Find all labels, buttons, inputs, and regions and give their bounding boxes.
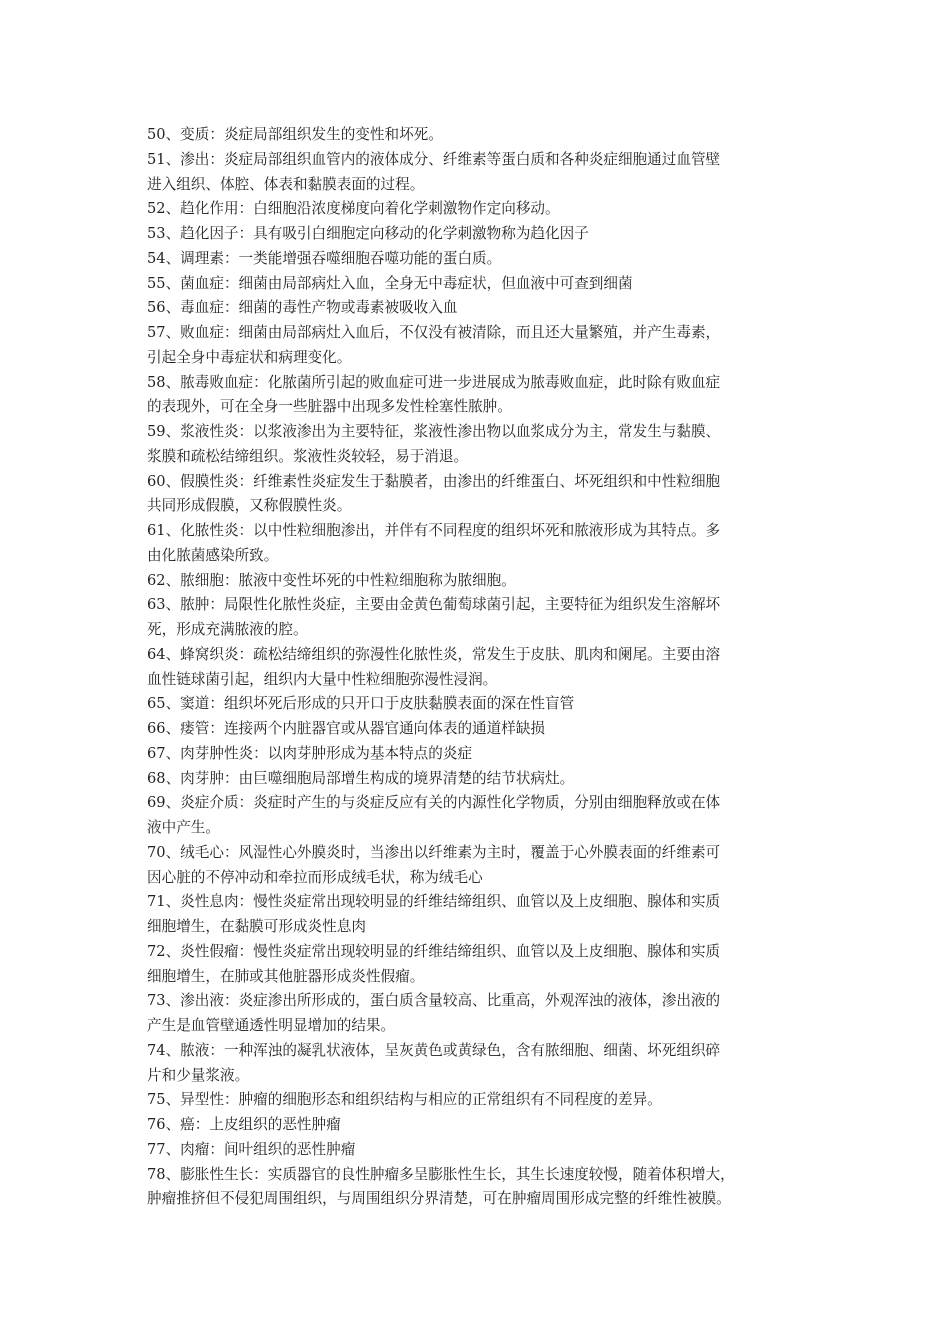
definition-entry bbox=[147, 1163, 831, 1213]
definition-entry bbox=[147, 1088, 831, 1113]
definition-line: 由化脓菌感染所致。 bbox=[147, 546, 279, 564]
definition-line: 75、异型性：肿瘤的细胞形态和组织结构与相应的正常组织有不同程度的差异。 bbox=[147, 1091, 662, 1109]
definition-line: 肿瘤推挤但不侵犯周围组织，与周围组织分界清楚，可在肿瘤周围形成完整的纤维性被膜。 bbox=[147, 1190, 731, 1208]
definition-line: 共同形成假膜，又称假膜性炎。 bbox=[147, 497, 352, 515]
definition-entry bbox=[147, 197, 831, 222]
definition-entry bbox=[147, 940, 831, 990]
definition-line: 产生是血管壁通透性明显增加的结果。 bbox=[147, 1017, 396, 1034]
definition-entry bbox=[147, 692, 831, 717]
definition-line: 50、变质：炎症局部组织发生的变性和坏死。 bbox=[147, 126, 443, 143]
definition-line: 的表现外，可在全身一些脏器中出现多发性栓塞性脓肿。 bbox=[147, 398, 512, 416]
definition-entry bbox=[147, 890, 831, 940]
definition-entry bbox=[147, 519, 831, 569]
definition-line: 77、肉瘤：间叶组织的恶性肿瘤 bbox=[147, 1140, 356, 1158]
definition-line: 64、蜂窝织炎：疏松结缔组织的弥漫性化脓性炎，常发生于皮肤、肌肉和阑尾。主要由溶 bbox=[147, 645, 721, 663]
definition-line: 65、窦道：组织坏死后形成的只开口于皮肤黏膜表面的深在性盲管 bbox=[147, 695, 575, 713]
definition-line: 57、败血症：细菌由局部病灶入血后，不仅没有被清除，而且还大量繁殖，并产生毒素， bbox=[147, 324, 721, 341]
definition-line: 因心脏的不停冲动和牵拉而形成绒毛状，称为绒毛心 bbox=[147, 868, 483, 886]
definition-line: 细胞增生，在肺或其他脏器形成炎性假瘤。 bbox=[147, 967, 425, 985]
definition-entry bbox=[147, 123, 831, 148]
definition-line: 67、肉芽肿性炎：以肉芽肿形成为基本特点的炎症 bbox=[147, 744, 473, 762]
definition-entry bbox=[147, 1138, 831, 1163]
definition-entry bbox=[147, 296, 831, 321]
definition-line: 浆膜和疏松结缔组织。浆液性炎较轻，易于消退。 bbox=[147, 447, 469, 465]
definition-line: 69、炎症介质：炎症时产生的与炎症反应有关的内源性化学物质，分别由细胞释放或在体 bbox=[147, 794, 721, 812]
definition-line: 56、毒血症：细菌的毒性产物或毒素被吸收入血 bbox=[147, 299, 458, 317]
definition-line: 片和少量浆液。 bbox=[147, 1066, 250, 1084]
definition-line: 68、肉芽肿：由巨噬细胞局部增生构成的境界清楚的结节状病灶。 bbox=[147, 769, 575, 787]
definition-line: 76、癌：上皮组织的恶性肿瘤 bbox=[147, 1116, 341, 1133]
definition-line: 59、浆液性炎：以浆液渗出为主要特征，浆液性渗出物以血浆成分为主，常发生与黏膜、 bbox=[147, 423, 721, 440]
definition-line: 细胞增生，在黏膜可形成炎性息肉 bbox=[147, 918, 366, 935]
definition-entry bbox=[147, 569, 831, 594]
definition-line: 血性链球菌引起，组织内大量中性粒细胞弥漫性浸润。 bbox=[147, 670, 498, 688]
definition-line: 74、脓液：一种浑浊的凝乳状液体，呈灰黄色或黄绿色，含有脓细胞、细菌、坏死组织碎 bbox=[147, 1041, 721, 1059]
definition-line: 54、调理素：一类能增强吞噬细胞吞噬功能的蛋白质。 bbox=[147, 249, 502, 267]
definition-line: 72、炎性假瘤：慢性炎症常出现较明显的纤维结缔组织、血管以及上皮细胞、腺体和实质 bbox=[147, 942, 721, 960]
definition-entry bbox=[147, 321, 831, 371]
definition-entry bbox=[147, 1113, 831, 1138]
definition-line: 引起全身中毒症状和病理变化。 bbox=[147, 348, 352, 366]
definition-line: 62、脓细胞：脓液中变性坏死的中性粒细胞称为脓细胞。 bbox=[147, 571, 516, 589]
definition-line: 进入组织、体腔、体表和黏膜表面的过程。 bbox=[147, 175, 425, 193]
definition-entry bbox=[147, 841, 831, 891]
definition-entry bbox=[147, 272, 831, 297]
definition-line: 60、假膜性炎：纤维素性炎症发生于黏膜者，由渗出的纤维蛋白、坏死组织和中性粒细胞 bbox=[147, 472, 721, 490]
definition-line: 53、趋化因子：具有吸引白细胞定向移动的化学刺激物称为趋化因子 bbox=[147, 225, 589, 242]
definition-entry bbox=[147, 717, 831, 742]
definition-entry bbox=[147, 148, 831, 198]
definition-line: 66、瘘管：连接两个内脏器官或从器官通向体表的通道样缺损 bbox=[147, 720, 546, 737]
definition-entry bbox=[147, 742, 831, 767]
definition-line: 71、炎性息肉：慢性炎症常出现较明显的纤维结缔组织、血管以及上皮细胞、腺体和实质 bbox=[147, 893, 721, 911]
document-body bbox=[147, 123, 831, 1212]
definition-entry bbox=[147, 791, 831, 841]
definition-entry bbox=[147, 247, 831, 272]
definition-entry bbox=[147, 593, 831, 643]
definition-entry bbox=[147, 470, 831, 520]
definition-line: 78、膨胀性生长：实质器官的良性肿瘤多呈膨胀性生长，其生长速度较慢，随着体积增大， bbox=[147, 1165, 735, 1183]
definition-line: 液中产生。 bbox=[147, 819, 220, 836]
definition-entry bbox=[147, 222, 831, 247]
definition-line: 63、脓肿：局限性化脓性炎症，主要由金黄色葡萄球菌引起，主要特征为组织发生溶解坏 bbox=[147, 596, 721, 614]
definition-entry bbox=[147, 1039, 831, 1089]
definition-line: 70、绒毛心：风湿性心外膜炎时，当渗出以纤维素为主时，覆盖于心外膜表面的纤维素可 bbox=[147, 843, 721, 861]
definition-entry bbox=[147, 371, 831, 421]
definition-line: 死，形成充满脓液的腔。 bbox=[147, 621, 308, 638]
definition-line: 55、菌血症：细菌由局部病灶入血，全身无中毒症状，但血液中可查到细菌 bbox=[147, 274, 633, 292]
definition-entry bbox=[147, 989, 831, 1039]
definition-line: 52、趋化作用：白细胞沿浓度梯度向着化学刺激物作定向移动。 bbox=[147, 200, 560, 218]
definition-line: 61、化脓性炎：以中性粒细胞渗出，并伴有不同程度的组织坏死和脓液形成为其特点。多 bbox=[147, 522, 721, 539]
definition-line: 58、脓毒败血症：化脓菌所引起的败血症可进一步进展成为脓毒败血症，此时除有败血症 bbox=[147, 373, 721, 391]
definition-line: 51、渗出：炎症局部组织血管内的液体成分、纤维素等蛋白质和各种炎症细胞通过血管壁 bbox=[147, 150, 721, 168]
definition-entry bbox=[147, 767, 831, 792]
definition-entry bbox=[147, 420, 831, 470]
definition-line: 73、渗出液：炎症渗出所形成的，蛋白质含量较高、比重高，外观浑浊的液体，渗出液的 bbox=[147, 992, 721, 1010]
definition-entry bbox=[147, 643, 831, 693]
